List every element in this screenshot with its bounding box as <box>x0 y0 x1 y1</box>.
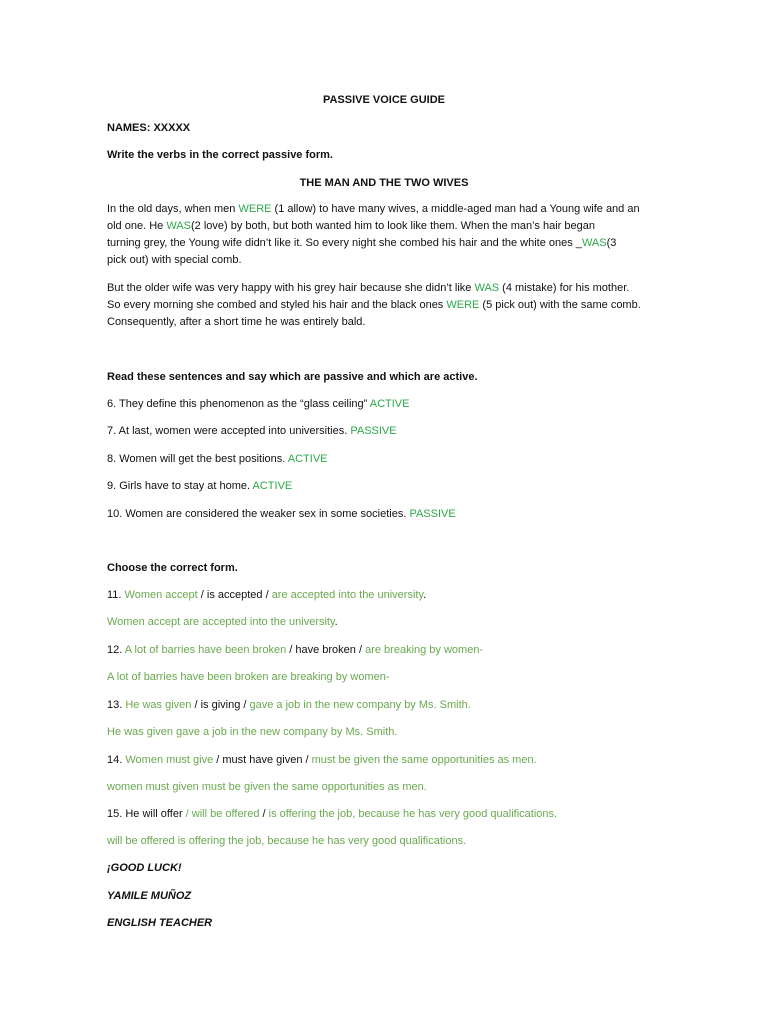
instruction-choose-form: Choose the correct form. <box>107 562 238 574</box>
text: old one. He <box>107 220 167 232</box>
names-line: NAMES: XXXXX <box>107 122 191 134</box>
answer-3: WAS <box>581 237 607 249</box>
question-7 <box>107 424 662 438</box>
answer-8: ACTIVE <box>287 453 328 465</box>
story-p2-line3: Consequently, after a short time he was entirely bald. <box>107 316 366 328</box>
question-11 <box>107 588 662 602</box>
text: 9. Girls have to stay at home. <box>107 480 253 492</box>
option: must be given the same opportunities as men. <box>311 754 537 766</box>
text: 13. <box>107 699 126 711</box>
teacher-name: YAMILE MUÑOZ <box>107 890 192 902</box>
story-p1-line4: pick out) with special comb. <box>107 254 242 266</box>
text: (5 pick out) with the same comb. <box>479 299 641 311</box>
answer-15: will be offered is offering the job, because he has very good qualifications. <box>107 835 467 847</box>
option: gave a job in the new company by Ms. Smith. <box>249 699 471 711</box>
text: turning grey, the Young wife didn’t like it. So every night she combed his hair and the white ones _ <box>107 237 582 249</box>
answer-6: ACTIVE <box>369 398 410 410</box>
question-9 <box>107 479 662 493</box>
story-title: THE MAN AND THE TWO WIVES <box>299 177 469 189</box>
option: / <box>259 808 269 820</box>
question-14 <box>107 753 662 767</box>
text: 15. He will offer <box>107 808 186 820</box>
text: (4 mistake) for his mother. <box>499 282 630 294</box>
answer-14: women must given must be given the same opportunities as men. <box>107 781 427 793</box>
teacher-role: ENGLISH TEACHER <box>107 917 213 929</box>
option: is offering the job, because he has very good qualifications. <box>268 808 558 820</box>
question-8 <box>107 452 662 466</box>
story-p2-line2 <box>107 298 662 312</box>
question-13 <box>107 698 662 712</box>
option: / is accepted / <box>197 589 272 601</box>
story-p1-line3 <box>107 236 662 250</box>
option: / will be offered <box>185 808 260 820</box>
answer-13: He was given gave a job in the new company by Ms. Smith. <box>107 726 398 738</box>
answer-1: WERE <box>238 203 272 215</box>
story-p1-line2 <box>107 219 662 233</box>
story-p1-line1 <box>107 202 662 216</box>
answer-11 <box>107 615 662 629</box>
story-p2-line1 <box>107 281 662 295</box>
option: He was given <box>125 699 192 711</box>
option: A lot of barries have been broken <box>124 644 287 656</box>
answer-5: WERE <box>446 299 480 311</box>
doc-title: PASSIVE VOICE GUIDE <box>322 94 446 106</box>
answer-4: WAS <box>474 282 500 294</box>
option: / have broken / <box>286 644 366 656</box>
option: Women accept <box>124 589 198 601</box>
question-10 <box>107 507 662 521</box>
text: . <box>334 616 338 628</box>
text: Women accept are accepted into the university <box>107 616 335 628</box>
question-15 <box>107 807 662 821</box>
text: 11. <box>107 589 125 601</box>
answer-2: WAS <box>166 220 191 232</box>
text: . <box>423 589 427 601</box>
text: In the old days, when men <box>107 203 239 215</box>
option: / is giving / <box>191 699 250 711</box>
closing-good-luck: ¡GOOD LUCK! <box>107 862 182 874</box>
text: (1 allow) to have many wives, a middle-aged man had a Young wife and an <box>271 203 640 215</box>
option: Women must give <box>125 754 214 766</box>
option: are accepted into the university <box>271 589 424 601</box>
text: 12. <box>107 644 125 656</box>
text: 8. Women will get the best positions. <box>107 453 288 465</box>
answer-9: ACTIVE <box>252 480 293 492</box>
question-12 <box>107 643 662 657</box>
text: 7. At last, women were accepted into universities. <box>107 425 351 437</box>
question-6 <box>107 397 662 411</box>
text: (2 love) by both, but both wanted him to look like them. When the man’s hair began <box>190 220 595 232</box>
instruction-active-passive: Read these sentences and say which are passive and which are active. <box>107 371 478 383</box>
text: 10. Women are considered the weaker sex in some societies. <box>107 508 410 520</box>
text: 14. <box>107 754 126 766</box>
text: 6. They define this phenomenon as the “glass ceiling” <box>107 398 370 410</box>
text: So every morning she combed and styled his hair and the black ones <box>107 299 447 311</box>
answer-7: PASSIVE <box>350 425 397 437</box>
option: / must have given / <box>213 754 312 766</box>
instruction-passive-form: Write the verbs in the correct passive form. <box>107 149 333 161</box>
text: (3 <box>606 237 617 249</box>
option: are breaking by women- <box>365 644 484 656</box>
answer-10: PASSIVE <box>409 508 456 520</box>
answer-12: A lot of barries have been broken are breaking by women- <box>107 671 390 683</box>
text: But the older wife was very happy with his grey hair because she didn’t like <box>107 282 475 294</box>
